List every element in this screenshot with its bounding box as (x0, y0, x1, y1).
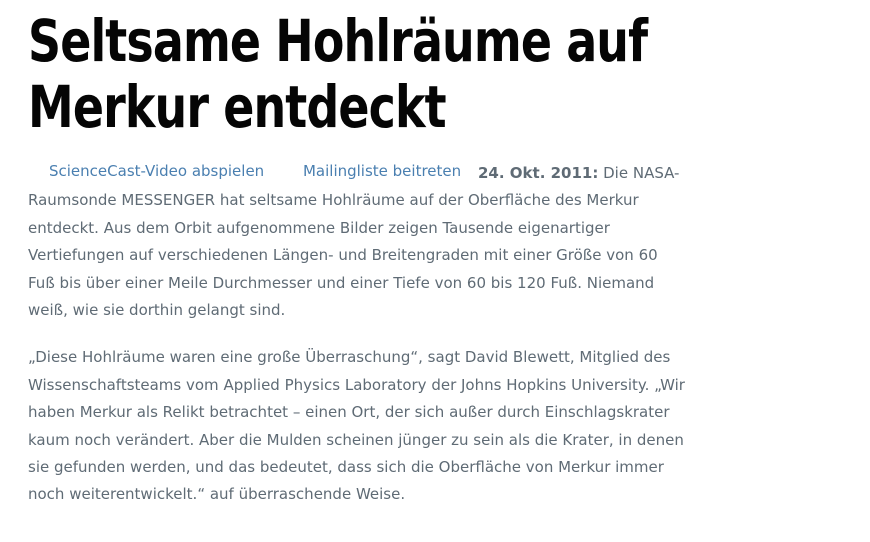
article-paragraph-1 (28, 160, 688, 324)
article-date: 24. Okt. 2011: (478, 164, 599, 182)
article-title: Seltsame Hohlräume auf Merkur entdeckt (28, 7, 648, 141)
article-paragraph-2: „Diese Hohlräume waren eine große Überraschung“, sagt David Blewett, Mitglied des Wissenschaftsteams vom Applied Physics Laboratory der Johns Hopkins University. „Wir haben Merkur als Relikt betrachtet – einen Ort, der sich außer durch Einschlagskrater kaum noch verändert. Aber die Mulden scheinen jünger zu sein als die Krater, in denen sie gefunden werden, und das bedeutet, dass sich die Oberfläche von Merkur immer noch weiterentwickelt.“ auf überraschende Weise. (28, 348, 685, 504)
join-mailing-list-link[interactable]: Mailingliste beitreten (302, 162, 462, 180)
article-body (28, 160, 688, 529)
link-area-spacer (28, 160, 478, 187)
article-paragraph-1-text: Die NASA-Raumsonde MESSENGER hat seltsame Hohlräume auf der Oberfläche des Merkur entdeckt. Aus dem Orbit aufgenommene Bilder zeigen Tausende eigenartiger Vertiefungen auf verschiedenen Längen- und Breitengraden mit einer Größe von 60 Fuß bis über einer Meile Durchmesser und einer Tiefe von 60 bis 120 Fuß. Niemand weiß, wie sie dorthin gelangt sind. (28, 164, 680, 320)
play-sciencecast-video-link[interactable]: ScienceCast-Video abspielen (49, 162, 265, 180)
